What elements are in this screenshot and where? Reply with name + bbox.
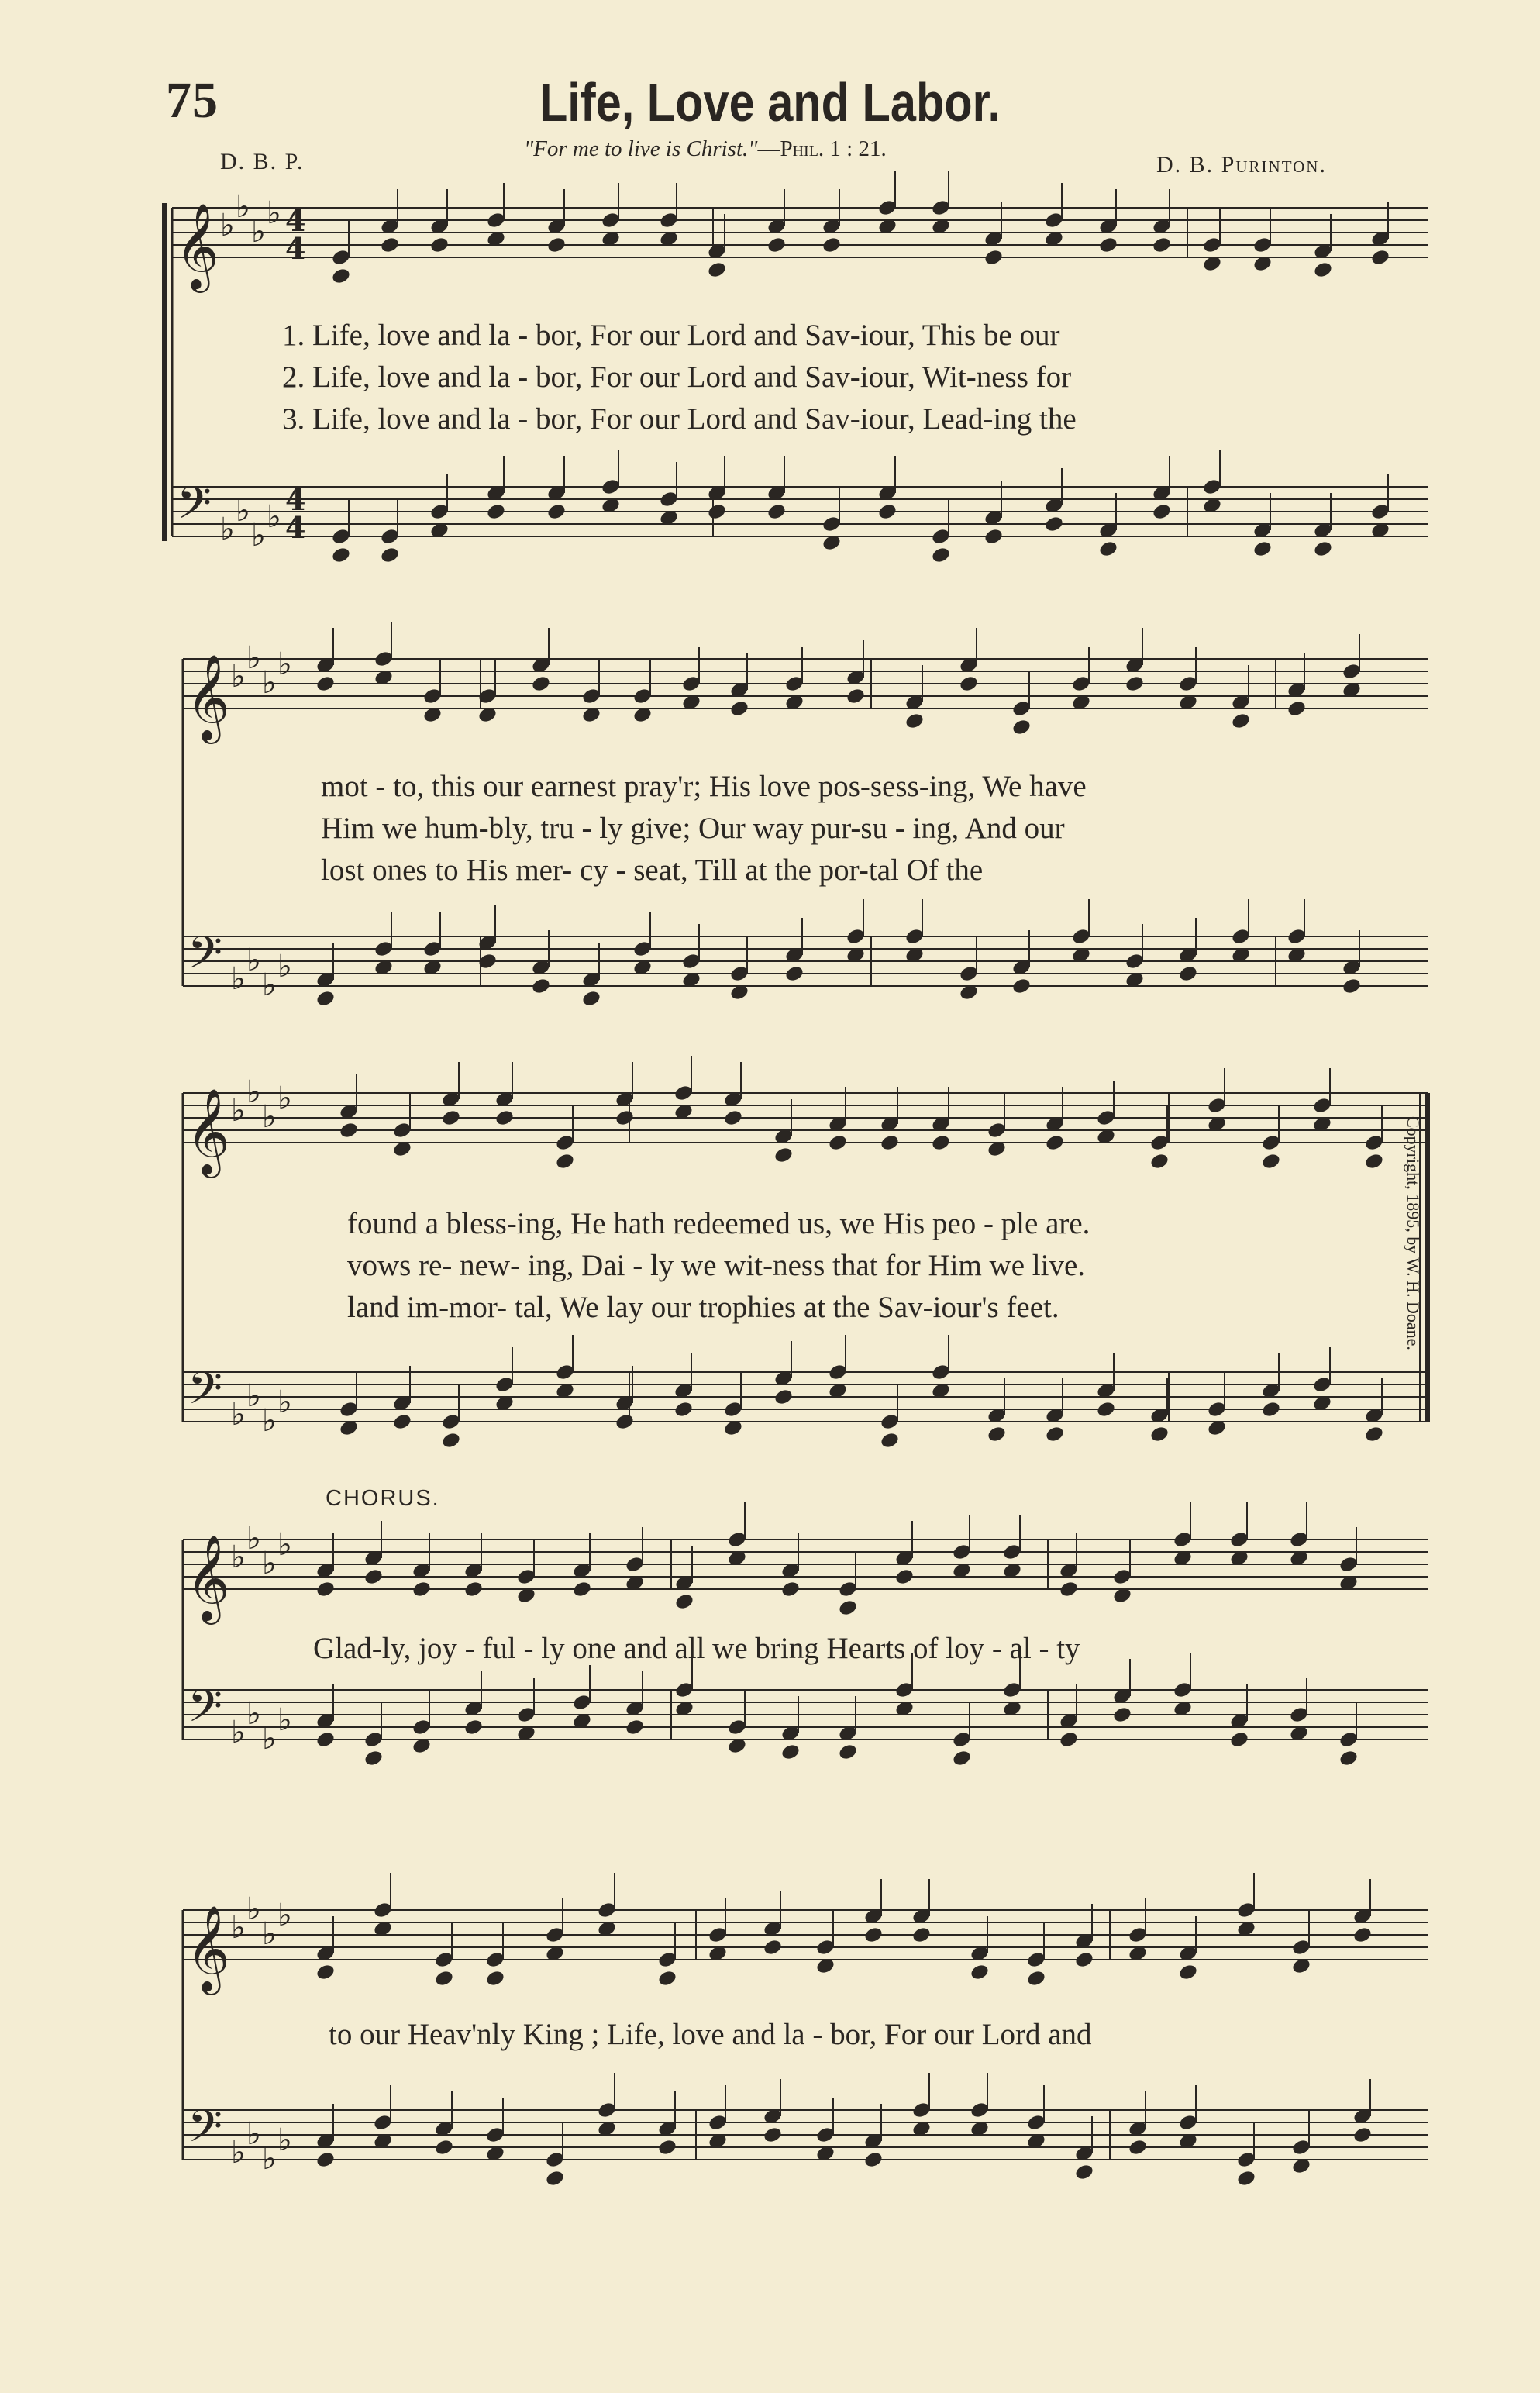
flat-icon: ♭ <box>277 1384 292 1420</box>
note-head <box>1059 1580 1080 1598</box>
flat-icon: ♭ <box>231 1910 246 1946</box>
lyric-line: lost ones to His mer- cy - seat, Till at the por-tal Of the <box>321 853 984 887</box>
note-head <box>763 1938 784 1957</box>
copyright-notice: Copyright, 1895, by W. H. Doane. <box>1404 1116 1423 1350</box>
note-head <box>877 502 898 521</box>
note-head <box>1045 1133 1066 1152</box>
flat-icon: ♭ <box>231 961 246 997</box>
bass-clef-icon: 𝄢 <box>188 1362 223 1426</box>
note-head <box>1096 1400 1117 1419</box>
note-head <box>1045 1425 1066 1443</box>
note-head <box>822 236 842 254</box>
flat-icon: ♭ <box>277 1081 292 1116</box>
flat-icon: ♭ <box>277 1898 292 1933</box>
flat-icon: ♭ <box>267 195 281 231</box>
bass-clef-icon: 𝄢 <box>188 1680 223 1743</box>
note-head <box>545 2169 566 2188</box>
flat-icon: ♭ <box>231 2135 246 2171</box>
note-head <box>1125 674 1146 693</box>
page-number: 75 <box>166 72 219 129</box>
note-head <box>315 674 336 693</box>
flat-icon: ♭ <box>246 1378 261 1414</box>
lyric-line: 2. Life, love and la - bor, For our Lord and Sav-iour, Wit-ness for <box>282 360 1072 394</box>
flat-icon: ♭ <box>246 1521 261 1557</box>
note-head <box>1074 1950 1095 1969</box>
note-head <box>1261 1400 1282 1419</box>
treble-clef-icon: 𝄞 <box>186 1534 230 1621</box>
note-head <box>429 236 450 254</box>
lyric-line: 3. Life, love and la - bor, For our Lord and Sav-iour, Lead-ing the <box>282 402 1077 436</box>
note-head <box>931 546 952 564</box>
note-head <box>904 712 925 730</box>
note-head <box>970 1963 990 1981</box>
note-head <box>315 1730 336 1749</box>
note-head <box>380 546 401 564</box>
note-head <box>674 1400 694 1419</box>
note-head <box>657 2138 678 2157</box>
note-head <box>767 502 787 521</box>
flat-icon: ♭ <box>262 1721 277 1757</box>
note-head <box>392 1412 413 1431</box>
note-head <box>315 1963 336 1981</box>
flat-icon: ♭ <box>251 518 266 553</box>
note-head <box>1364 1425 1385 1443</box>
note-head <box>1364 1152 1385 1171</box>
note-head <box>763 2126 784 2144</box>
note-head <box>531 977 552 995</box>
flat-icon: ♭ <box>231 659 246 695</box>
hymn-title: Life, Love and Labor. <box>539 72 1001 133</box>
flat-icon: ♭ <box>231 1715 246 1750</box>
note-head <box>729 699 750 718</box>
note-head <box>485 1969 506 1988</box>
flat-icon: ♭ <box>231 1093 246 1129</box>
note-head <box>1287 699 1307 718</box>
note-head <box>1352 1926 1373 1944</box>
treble-clef-icon: 𝄞 <box>186 1088 230 1174</box>
note-head <box>1261 1152 1282 1171</box>
flat-icon: ♭ <box>277 647 292 682</box>
flat-icon: ♭ <box>262 1916 277 1952</box>
note-head <box>1370 248 1391 267</box>
composer: D. B. Purinton. <box>1156 152 1327 178</box>
epigraph-text: "For me to live is Christ." <box>524 136 758 161</box>
note-head <box>463 1718 484 1736</box>
flat-icon: ♭ <box>277 2122 292 2158</box>
note-head <box>784 964 805 983</box>
flat-icon: ♭ <box>246 943 261 978</box>
note-head <box>1338 1749 1359 1767</box>
note-head <box>707 260 728 279</box>
note-head <box>780 1743 801 1761</box>
note-head <box>531 674 552 693</box>
note-head <box>1026 1969 1047 1988</box>
note-head <box>1149 1425 1170 1443</box>
note-head <box>773 1146 794 1164</box>
note-head <box>1128 2138 1149 2157</box>
note-head <box>486 502 507 521</box>
note-head <box>657 1969 678 1988</box>
treble-clef-icon: 𝄞 <box>186 653 230 740</box>
flat-icon: ♭ <box>246 1074 261 1110</box>
note-head <box>494 1109 515 1127</box>
note-head <box>331 267 352 285</box>
bass-clef-icon: 𝄢 <box>188 2100 223 2164</box>
epigraph-reference: —Phil. 1 : 21. <box>757 136 887 161</box>
note-head <box>1011 718 1032 736</box>
note-head <box>1152 236 1173 254</box>
time-signature: 4 <box>285 203 306 238</box>
lyric-line: found a bless-ing, He hath redeemed us, we His peo - ple are. <box>347 1207 1090 1240</box>
note-head <box>1229 1730 1250 1749</box>
lyric-line: land im-mor- tal, We lay our trophies at the Sav-iour's feet. <box>347 1291 1059 1324</box>
note-head <box>828 1133 849 1152</box>
note-head <box>1313 260 1334 279</box>
note-head <box>780 1580 801 1598</box>
time-signature: 4 <box>285 510 306 545</box>
note-head <box>572 1580 593 1598</box>
flat-icon: ♭ <box>246 640 261 676</box>
note-head <box>331 546 352 564</box>
bass-clef-icon: 𝄢 <box>188 926 223 990</box>
note-head <box>959 674 980 693</box>
lyricist-initials: D. B. P. <box>220 149 305 174</box>
flat-icon: ♭ <box>231 1397 246 1433</box>
flat-icon: ♭ <box>277 949 292 984</box>
note-head <box>674 1592 695 1611</box>
note-head <box>863 1926 884 1944</box>
note-head <box>1178 964 1199 983</box>
flat-icon: ♭ <box>262 1403 277 1439</box>
note-head <box>880 1133 901 1152</box>
note-head <box>315 1580 336 1598</box>
flat-icon: ♭ <box>246 2116 261 2152</box>
note-head <box>723 1109 744 1127</box>
note-head <box>952 1749 973 1767</box>
flat-icon: ♭ <box>246 1891 261 1927</box>
note-head <box>1352 2126 1373 2144</box>
note-head <box>838 1598 859 1617</box>
note-head <box>625 1718 646 1736</box>
note-head <box>363 1749 384 1767</box>
note-head <box>434 2138 455 2157</box>
note-head <box>1011 977 1032 995</box>
note-head <box>1313 540 1334 558</box>
lyric-line: mot - to, this our earnest pray'r; His love pos-sess-ing, We have <box>321 770 1087 803</box>
lyric-line: vows re- new- ing, Dai - ly we wit-ness that for Him we live. <box>347 1249 1086 1282</box>
note-head <box>894 1567 915 1586</box>
flat-icon: ♭ <box>231 1540 246 1575</box>
bass-clef-icon: 𝄢 <box>177 477 212 540</box>
flat-icon: ♭ <box>262 2141 277 2177</box>
flat-icon: ♭ <box>262 665 277 701</box>
time-signature: 4 <box>285 482 306 517</box>
note-head <box>434 1969 455 1988</box>
note-head <box>880 1431 901 1450</box>
note-head <box>846 687 866 705</box>
lyric-line: 1. Life, love and la - bor, For our Lord and Sav-iour, This be our <box>282 319 1060 352</box>
note-head <box>315 2150 336 2169</box>
flat-icon: ♭ <box>246 1696 261 1732</box>
note-head <box>1236 2169 1257 2188</box>
flat-icon: ♭ <box>262 1099 277 1135</box>
note-head <box>546 502 567 521</box>
flat-icon: ♭ <box>262 1546 277 1581</box>
note-head <box>911 1926 932 1944</box>
treble-clef-icon: 𝄞 <box>175 202 219 289</box>
note-head <box>1252 540 1273 558</box>
note-head <box>984 527 1004 546</box>
note-head <box>615 1109 636 1127</box>
note-head <box>1112 1705 1133 1724</box>
note-head <box>863 2150 884 2169</box>
note-head <box>987 1425 1008 1443</box>
note-head <box>315 989 336 1008</box>
note-head <box>339 1121 360 1140</box>
lyric-line: to our Heav'nly King ; Life, love and la - bor, For our Lord and <box>329 2018 1092 2051</box>
note-head <box>1231 712 1252 730</box>
flat-icon: ♭ <box>262 967 277 1003</box>
flat-icon: ♭ <box>277 1702 292 1738</box>
note-head <box>555 1152 576 1171</box>
note-head <box>1059 1730 1080 1749</box>
note-head <box>1098 236 1119 254</box>
time-signature: 4 <box>285 231 306 266</box>
note-head <box>1074 2163 1095 2181</box>
lyric-line: Him we hum-bly, tru - ly give; Our way pur-su - ing, And our <box>321 812 1065 845</box>
note-head <box>581 989 602 1008</box>
note-head <box>546 236 567 254</box>
note-head <box>463 1580 484 1598</box>
flat-icon: ♭ <box>251 214 266 250</box>
note-head <box>380 236 401 254</box>
note-head <box>1152 502 1173 521</box>
treble-clef-icon: 𝄞 <box>186 1905 230 1991</box>
note-head <box>984 248 1004 267</box>
note-head <box>441 1431 462 1450</box>
note-head <box>412 1580 432 1598</box>
note-head <box>1178 1963 1199 1981</box>
flat-icon: ♭ <box>236 189 250 225</box>
note-head <box>615 1412 636 1431</box>
note-head <box>838 1743 859 1761</box>
flat-icon: ♭ <box>267 499 281 535</box>
note-head <box>767 236 787 254</box>
flat-icon: ♭ <box>220 208 235 243</box>
chorus-label: CHORUS. <box>326 1486 440 1511</box>
note-head <box>1149 1152 1170 1171</box>
note-head <box>1098 540 1119 558</box>
note-head <box>707 502 728 521</box>
lyric-line: Glad-ly, joy - ful - ly one and all we bring Hearts of loy - al - ty <box>313 1632 1080 1665</box>
note-head <box>363 1567 384 1586</box>
note-head <box>1342 977 1363 995</box>
flat-icon: ♭ <box>220 512 235 547</box>
note-head <box>773 1388 794 1406</box>
flat-icon: ♭ <box>236 493 250 529</box>
flat-icon: ♭ <box>277 1527 292 1563</box>
note-head <box>931 1133 952 1152</box>
note-head <box>441 1109 462 1127</box>
note-head <box>1044 515 1065 533</box>
